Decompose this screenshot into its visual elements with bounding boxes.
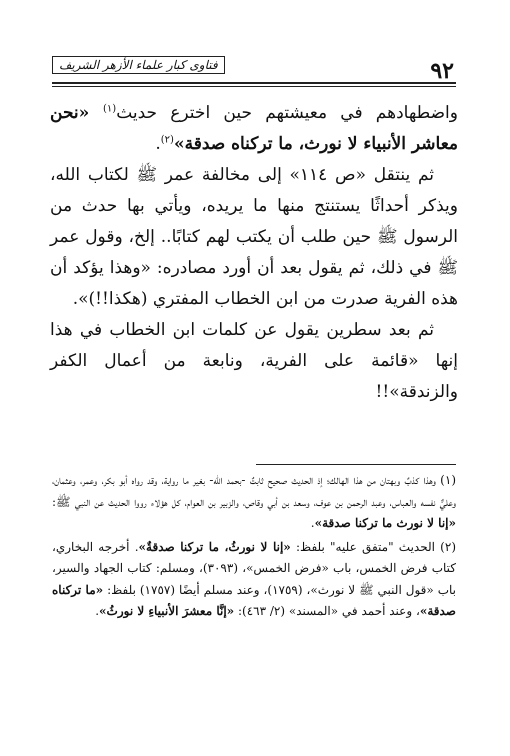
running-title: فتاوى كبار علماء الأزهر الشريف bbox=[52, 56, 225, 74]
paragraph-1-end: . bbox=[155, 134, 161, 154]
paragraph-1 bbox=[50, 98, 458, 160]
footnote-2-quote-2: «ما تركناه صدقة» bbox=[52, 582, 456, 618]
footnote-1-text: (١) وهذا كذبٌ وبهتان من هذا الهالك؛ إذ الحديث صحيح ثابتٌ -بحمد الله- بغير ما رواية، وقد رواه أبو بكر، وعمر، وعثمان، وعليٌّ نفسه والعباس، وعبد الرحمن بن عوف، وسعد بن أبي وقاص، والزبير بن العوام، كل هؤلاء رووا الحديث عن النبي ﷺ: bbox=[52, 473, 456, 509]
paragraph-3: ثم بعد سطرين يقول عن كلمات ابن الخطاب في هذا إنها «قائمة على الفرية، ونابعة من أعمال الكفر والزندقة»!! bbox=[50, 320, 458, 402]
footnote-1 bbox=[52, 470, 456, 535]
header-rule-thin bbox=[52, 86, 456, 87]
footnote-2 bbox=[52, 537, 456, 623]
footnote-1-quote: «إنا لا نورث ما تركنا صدقة» bbox=[314, 516, 456, 530]
footnote-2-quote-1: «إنا لا نورثُ، ما تركنا صدقةٌ» bbox=[138, 539, 291, 554]
page-header bbox=[52, 54, 456, 88]
hadith-quote: «نحن معاشر الأنبياء لا نورث، ما تركناه صدقة» bbox=[50, 103, 458, 154]
footnote-2-text-b: . أخرجه البخاري، كتاب فرض الخمس، باب «فرض الخمس»، (٣٠٩٣)، ومسلم: كتاب الجهاد والسير، باب «قول النبي ﷺ لا نورث»، (١٧٥٩)، وعند مسلم أيضًا (١٧٥٧) بلفظ: bbox=[52, 539, 456, 597]
main-text bbox=[50, 98, 458, 408]
page-number: ٩٢ bbox=[430, 58, 454, 84]
footnote-divider bbox=[256, 464, 456, 465]
footnote-1-end: . bbox=[310, 516, 315, 530]
paragraph-2: ثم ينتقل «ص ١١٤» إلى مخالفة عمر ﷺ لكتاب الله، ويذكر أحداثًا يستنتج منها ما يريده، ويأتي بها حدث من الرسول ﷺ حين طلب أن يكتب لهم كتابًا.. إلخ، وقول عمر ﷺ في ذلك، ثم يقول بعد أن أورد مصادره: «وهذا يؤكد أن هذه الفرية صدرت من ابن الخطاب المفتري (هكذا!!)». bbox=[50, 165, 458, 309]
footnote-ref-1: (١) bbox=[103, 103, 117, 115]
footnotes bbox=[52, 470, 456, 625]
footnote-2-text-c: ، وعند أحمد في «المسند» (٢/ ٤٦٣): bbox=[234, 604, 420, 618]
footnote-ref-2: (٢) bbox=[160, 134, 174, 146]
header-rule-thick bbox=[52, 82, 456, 84]
paragraph-1-text: واضطهادهم في معيشتهم حين اخترع حديث bbox=[116, 103, 458, 123]
footnote-2-quote-3: «إنَّا معشرَ الأنبياءِ لا نورثُ» bbox=[99, 604, 235, 618]
footnote-2-end: . bbox=[95, 604, 100, 618]
footnote-2-text-a: (٢) الحديث "متفق عليه" بلفظ: bbox=[290, 539, 456, 554]
